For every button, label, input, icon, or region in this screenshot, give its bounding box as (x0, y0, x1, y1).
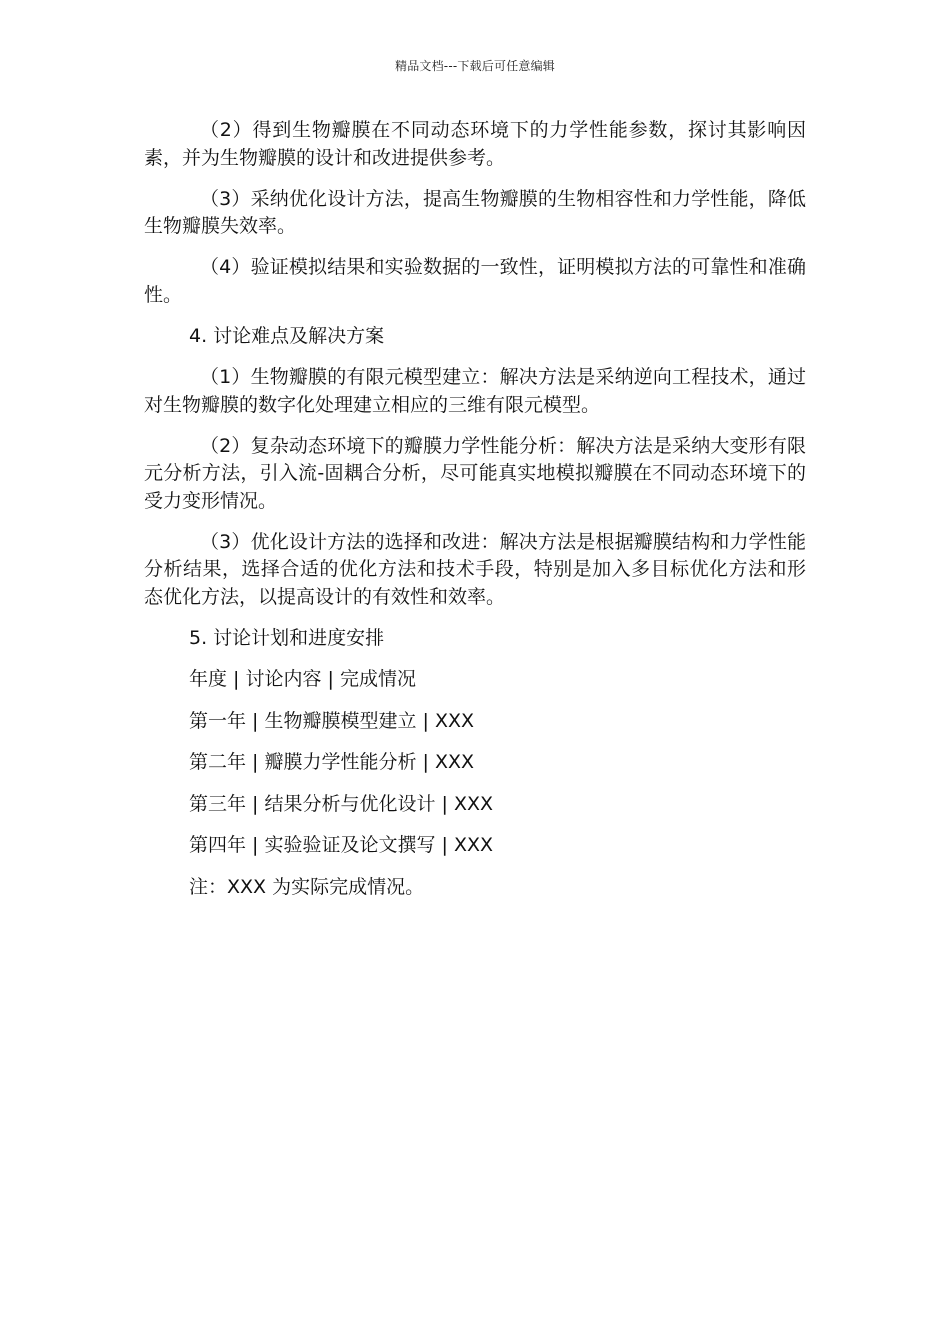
schedule-row-year-4: 第四年 | 实验验证及论文撰写 | XXX (189, 834, 494, 856)
section-5-heading: 5. 讨论计划和进度安排 (189, 626, 385, 649)
document-body (144, 117, 806, 915)
difficulty-item-1: （1）生物瓣膜的有限元模型建立：解决方法是采纳逆向工程技术，通过对生物瓣膜的数字化处理建立相应的三维有限元模型。 (144, 366, 806, 416)
schedule-row-year-1: 第一年 | 生物瓣膜模型建立 | XXX (189, 709, 475, 732)
schedule-table-header: 年度 | 讨论内容 | 完成情况 (189, 668, 416, 690)
schedule-row-year-2: 第二年 | 瓣膜力学性能分析 | XXX (189, 751, 475, 773)
page-header: 精品文档---下载后可任意编辑 (395, 59, 555, 73)
difficulty-item-2: （2）复杂动态环境下的瓣膜力学性能分析：解决方法是采纳大变形有限元分析方法，引入流-固耦合分析，尽可能真实地模拟瓣膜在不同动态环境下的受力变形情况。 (144, 434, 806, 512)
section-4-heading: 4. 讨论难点及解决方案 (189, 324, 385, 347)
schedule-note: 注：XXX 为实际完成情况。 (189, 875, 425, 898)
goal-item-2: （2）得到生物瓣膜在不同动态环境下的力学性能参数，探讨其影响因素，并为生物瓣膜的设计和改进提供参考。 (144, 119, 806, 169)
goal-item-3: （3）采纳优化设计方法，提高生物瓣膜的生物相容性和力学性能，降低生物瓣膜失效率。 (144, 187, 806, 237)
difficulty-item-3: （3）优化设计方法的选择和改进：解决方法是根据瓣膜结构和力学性能分析结果，选择合适的优化方法和技术手段，特别是加入多目标优化方法和形态优化方法，以提高设计的有效性和效率。 (144, 530, 806, 608)
schedule-row-year-3: 第三年 | 结果分析与优化设计 | XXX (189, 792, 494, 815)
goal-item-4: （4）验证模拟结果和实验数据的一致性，证明模拟方法的可靠性和准确性。 (144, 256, 806, 306)
